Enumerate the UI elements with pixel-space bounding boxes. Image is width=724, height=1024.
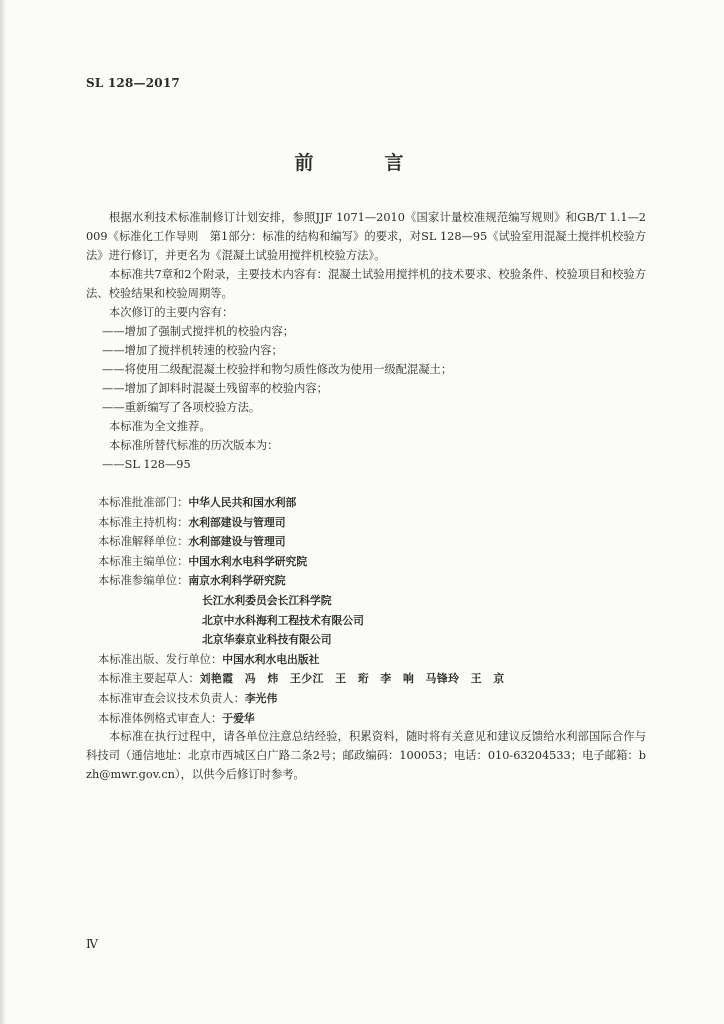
preface-body [86, 208, 646, 474]
drafters-label: 本标准主要起草人： [98, 672, 200, 686]
chief-editor-label: 本标准主编单位： [98, 554, 189, 568]
format-label: 本标准体例格式审查人： [98, 711, 223, 725]
format-row [98, 709, 658, 729]
paragraph-revision-intro: 本次修订的主要内容有： [109, 306, 234, 319]
standard-code: SL 128—2017 [86, 76, 180, 90]
publisher-label: 本标准出版、发行单位： [98, 652, 223, 666]
host-row [98, 513, 658, 533]
host-value: 水利部建设与管理司 [188, 515, 286, 529]
paragraph-content: 本标准共7章和2个附录，主要技术内容有：混凝土试验用搅拌机的技术要求、校验条件、校验项目和校验方法、校验结果和校验周期等。 [86, 268, 646, 300]
revision-item: ——将使用二级配混凝土校验拌和物匀质性修改为使用一级配混凝土； [102, 363, 453, 376]
interpreter-label: 本标准解释单位： [98, 535, 189, 549]
revision-item: ——增加了卸料时混凝土残留率的校验内容； [102, 382, 328, 395]
format-value: 于爱华 [222, 711, 255, 725]
page-title: 前 言 [294, 152, 430, 174]
paragraph-replaces: 本标准所替代标准的历次版本为： [109, 439, 279, 452]
drafters-value: 刘艳霞 冯 炜 王少江 王 珩 李 响 马锋玲 王 京 [199, 672, 505, 686]
review-label: 本标准审查会议技术负责人： [98, 691, 245, 705]
closing-paragraph: 本标准在执行过程中，请各单位注意总结经验，积累资料，随时将有关意见和建议反馈给水利部国际合作与科技司（通信地址：北京市西城区白广路二条2号；邮政编码：100053；电话：010-63204533；电子邮箱：bzh@mwr.gov.cn），以供今后修订时参考。 [86, 730, 646, 781]
participant-unit: 北京华泰京业科技有限公司 [202, 633, 332, 647]
publisher-row [98, 650, 658, 670]
closing-block [86, 727, 646, 784]
approver-label: 本标准批准部门： [98, 496, 189, 509]
revision-item: ——增加了搅拌机转速的校验内容； [102, 344, 283, 357]
approver-row [98, 493, 658, 513]
review-value: 李光伟 [244, 691, 278, 705]
review-row [98, 689, 658, 709]
revision-item: ——增加了强制式搅拌机的校验内容； [102, 325, 295, 338]
participant-unit: 北京中水科海利工程技术有限公司 [202, 613, 364, 627]
interpreter-row [98, 532, 658, 552]
drafters-row [98, 669, 658, 689]
chief-editor-row [98, 552, 658, 572]
interpreter-value: 水利部建设与管理司 [188, 535, 286, 549]
paragraph-basis: 根据水利技术标准制修订计划安排，参照JJF 1071—2010《国家计量校准规范编写规则》和GB/T 1.1—2009《标准化工作导则 第1部分：标准的结构和编写》的要求，对SL 128—95《试验室用混凝土搅拌机校验方法》进行修订，并更名为《混凝土试验用搅拌机校验方法》。 [86, 211, 646, 262]
paragraph-full-text: 本标准为全文推荐。 [109, 420, 211, 433]
chief-editor-value: 中国水利水电科学研究院 [188, 554, 308, 568]
page-number: Ⅳ [86, 937, 98, 951]
publisher-value: 中国水利水电出版社 [222, 652, 320, 666]
host-label: 本标准主持机构： [98, 515, 189, 529]
revision-item: ——重新编写了各项校验方法。 [102, 401, 261, 414]
participant-unit: 南京水利科学研究院 [188, 574, 286, 588]
participants-row [98, 571, 658, 591]
standard-info [98, 493, 658, 728]
approver-value: 中华人民共和国水利部 [188, 496, 297, 509]
participants-label: 本标准参编单位： [98, 574, 189, 588]
replaces-item: ——SL 128—95 [102, 458, 191, 471]
participant-unit: 长江水利委员会长江科学院 [202, 593, 332, 607]
